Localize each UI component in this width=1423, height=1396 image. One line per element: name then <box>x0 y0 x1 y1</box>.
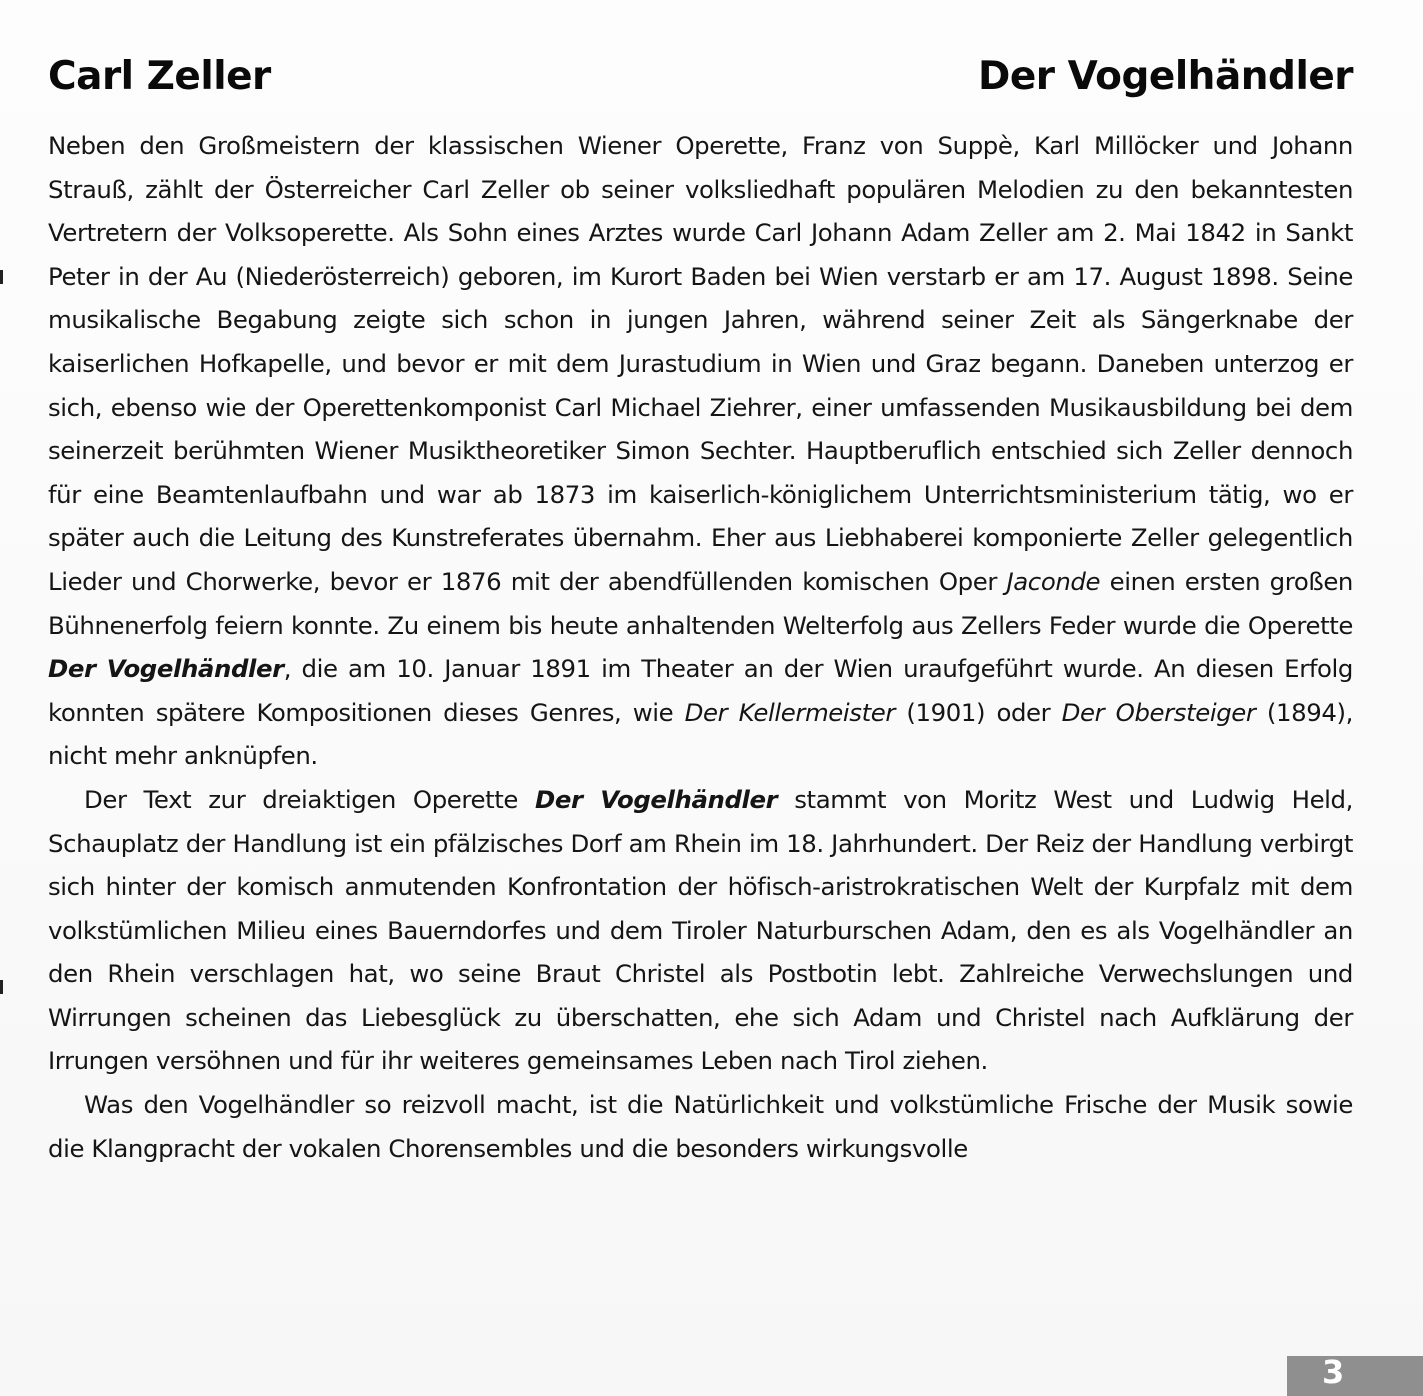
composer-title: Carl Zeller <box>48 54 271 99</box>
text-run: Der Text zur dreiaktigen Operette <box>84 784 535 814</box>
page-number-tab <box>1287 1356 1423 1396</box>
work-title: Der Vogelhändler <box>977 54 1353 99</box>
work-title-inline: Der Obersteiger <box>1061 697 1256 727</box>
text-run: (1894), nicht mehr anknüpfen. <box>48 697 1353 771</box>
edge-mark <box>0 980 3 994</box>
edge-mark <box>0 270 3 284</box>
article-body <box>48 124 1353 1170</box>
work-title-inline: Der Kellermeister <box>684 697 895 727</box>
paragraph-music <box>48 1083 1353 1170</box>
text-run: einen ersten großen Bühnenerfolg feiern konnte. Zu einem bis heute anhaltenden Welterfolg aus Zellers Feder wurde die Operette <box>48 566 1353 640</box>
work-title-inline: Jaconde <box>1006 566 1101 596</box>
work-title-emphasis: Der Vogelhändler <box>48 654 284 684</box>
work-title-emphasis: Der Vogelhändler <box>534 784 778 814</box>
page-number: 3 <box>1322 1353 1345 1391</box>
text-run: (1901) oder <box>895 697 1062 727</box>
paragraph-biography <box>48 124 1353 778</box>
text-run: stammt von Moritz West und Ludwig Held, Schauplatz der Handlung ist ein pfälzisches Dorf am Rhein im 18. Jahrhundert. Der Reiz der Handlung verbirgt sich hinter der komisch anmutenden Konfrontation der höfisch-aristrokratischen Welt der Kurpfalz mit dem volkstümlichen Milieu eines Bauerndorfes und dem Tiroler Naturburschen Adam, den es als Vogelhändler an den Rhein verschlagen hat, wo seine Braut Christel als Postbotin lebt. Zahlreiche Verwechslungen und Wirrungen scheinen das Liebesglück zu überschatten, ehe sich Adam und Christel nach Aufklärung der Irrungen versöhnen und für ihr weiteres gemeinsames Leben nach Tirol ziehen. <box>48 784 1353 1076</box>
paragraph-plot <box>48 778 1353 1083</box>
text-run: , die am 10. Januar 1891 im Theater an der Wien uraufgeführt wurde. An diesen Erfolg konnten spätere Kompositionen dieses Genres, wie <box>48 654 1353 727</box>
page-header <box>48 36 1353 99</box>
text-run: Neben den Großmeistern der klassischen Wiener Operette, Franz von Suppè, Karl Millöcker und Johann Strauß, zählt der Österreicher Carl Zeller ob seiner volksliedhaft populären Melodien zu den bekanntesten Vertretern der Volksoperette. Als Sohn eines Arztes wurde Carl Johann Adam Zeller am 2. Mai 1842 in Sankt Peter in der Au (Niederösterreich) geboren, im Kurort Baden bei Wien verstarb er am 17. August 1898. Seine musikalische Begabung zeigte sich schon in jungen Jahren, während seiner Zeit als Sängerknabe der kaiserlichen Hofkapelle, und bevor er mit dem Jurastudium in Wien und Graz begann. Daneben unterzog er sich, ebenso wie der Operettenkomponist Carl Michael Ziehrer, einer umfassenden Musikausbildung bei dem seinerzeit berühmten Wiener Musiktheoretiker Simon Sechter. Hauptberuflich entschied sich Zeller dennoch für eine Beamtenlaufbahn und war ab 1873 im kaiserlich-königlichem Unterrichtsministerium tätig, wo er später auch die Leitung des Kunstreferates übernahm. Eher aus Liebhaberei komponierte Zeller gelegentlich Lieder und Chorwerke, bevor er 1876 mit der abendfüllenden komischen Oper <box>48 131 1353 596</box>
text-run: Was den Vogelhändler so reizvoll macht, ist die Natürlichkeit und volkstümliche Frische der Musik sowie die Klangpracht der vokalen Chorensembles und die besonders wirkungsvolle <box>48 1090 1353 1163</box>
